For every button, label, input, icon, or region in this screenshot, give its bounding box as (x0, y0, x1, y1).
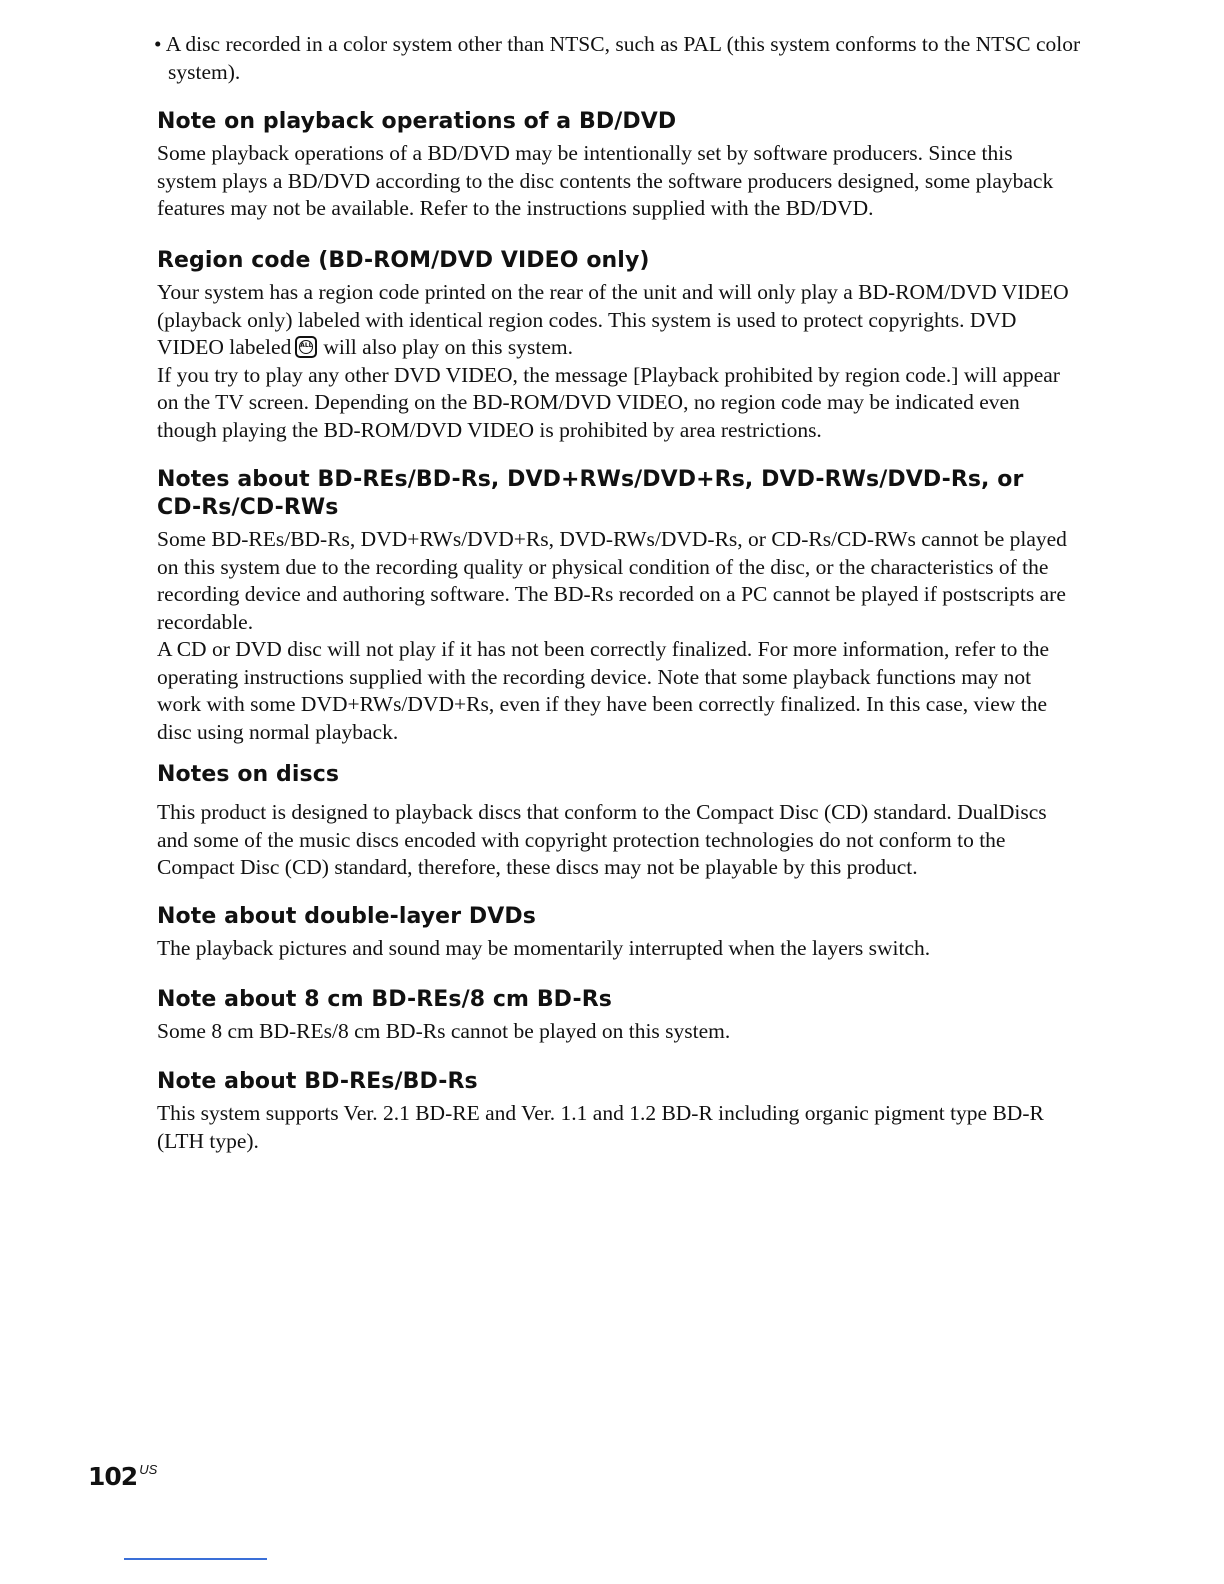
body-playback-operations: Some playback operations of a BD/DVD may be intentionally set by software producers. Since this system plays a BD/DVD according to the disc contents the software producers designed, some playback features may not be available. Refer to the instructions supplied with the BD/DVD. (157, 141, 1054, 220)
body-region-code-2: If you try to play any other DVD VIDEO, the message [Playback prohibited by region code.] will appear on the TV screen. Depending on the BD-ROM/DVD VIDEO, no region code may be indicated even though playing the BD-ROM/DVD VIDEO is prohibited by area restrictions. (157, 362, 1060, 442)
heading-bd-re-r: Note about BD-REs/BD-Rs (157, 1069, 478, 1094)
bottom-rule (124, 1558, 267, 1560)
intro-bullet: • A disc recorded in a color system other than NTSC, such as PAL (this system conforms to the NTSC color system). (154, 32, 1081, 84)
heading-recordable-discs: Notes about BD-REs/BD-Rs, DVD+RWs/DVD+Rs, DVD-RWs/DVD-Rs, or CD-Rs/CD-RWs (157, 467, 1024, 520)
section-region-code (157, 247, 1072, 444)
page-number-suffix: US (139, 1462, 158, 1477)
body-notes-on-discs: This product is designed to playback discs that conform to the Compact Disc (CD) standard. DualDiscs and some of the music discs encoded with copyright protection technologies do not conform to the Compact Disc (CD) standard, therefore, these discs may not be playable by this product. (157, 800, 1047, 879)
section-double-layer (157, 903, 1072, 963)
region-all-label: ALL (300, 342, 313, 349)
heading-double-layer: Note about double-layer DVDs (157, 904, 536, 929)
section-playback-operations (157, 108, 1072, 223)
page-number-value: 102 (88, 1462, 138, 1491)
region-all-icon (295, 336, 317, 358)
heading-8cm: Note about 8 cm BD-REs/8 cm BD-Rs (157, 987, 612, 1012)
body-recordable-discs-2: A CD or DVD disc will not play if it has not been correctly finalized. For more information, refer to the operating instructions supplied with the recording device. Note that some playback functions may not work with some DVD+RWs/DVD+Rs, even if they have been correctly finalized. In this case, view the disc using normal playback. (157, 637, 1050, 744)
body-region-code (157, 279, 1072, 362)
body-recordable-discs-1: Some BD-REs/BD-Rs, DVD+RWs/DVD+Rs, DVD-RWs/DVD-Rs, or CD-Rs/CD-RWs cannot be played on this system due to the recording quality or physical condition of the disc, or the characteristics of the recording device and authoring software. The BD-Rs recorded on a PC cannot be played if postscripts are recordable. (157, 527, 1067, 634)
section-bd-re-r (157, 1068, 1072, 1155)
section-notes-on-discs (157, 761, 1072, 882)
heading-playback-operations: Note on playback operations of a BD/DVD (157, 109, 677, 134)
body-bd-re-r: This system supports Ver. 2.1 BD-RE and Ver. 1.1 and 1.2 BD-R including organic pigment type BD-R (LTH type). (157, 1101, 1044, 1153)
section-8cm (157, 986, 1072, 1046)
page-number (88, 1455, 157, 1492)
body-double-layer: The playback pictures and sound may be momentarily interrupted when the layers switch. (157, 936, 931, 960)
body-8cm: Some 8 cm BD-REs/8 cm BD-Rs cannot be played on this system. (157, 1019, 731, 1043)
region-code-text-2: will also play on this system. (323, 335, 573, 359)
region-code-text-1: Your system has a region code printed on the rear of the unit and will only play a BD-ROM/DVD VIDEO (playback only) labeled with identical region codes. This system is used to protect copyrights. DVD VIDEO labeled (157, 280, 1069, 359)
heading-notes-on-discs: Notes on discs (157, 762, 340, 787)
heading-region-code: Region code (BD-ROM/DVD VIDEO only) (157, 248, 650, 273)
section-recordable-discs (157, 466, 1072, 746)
